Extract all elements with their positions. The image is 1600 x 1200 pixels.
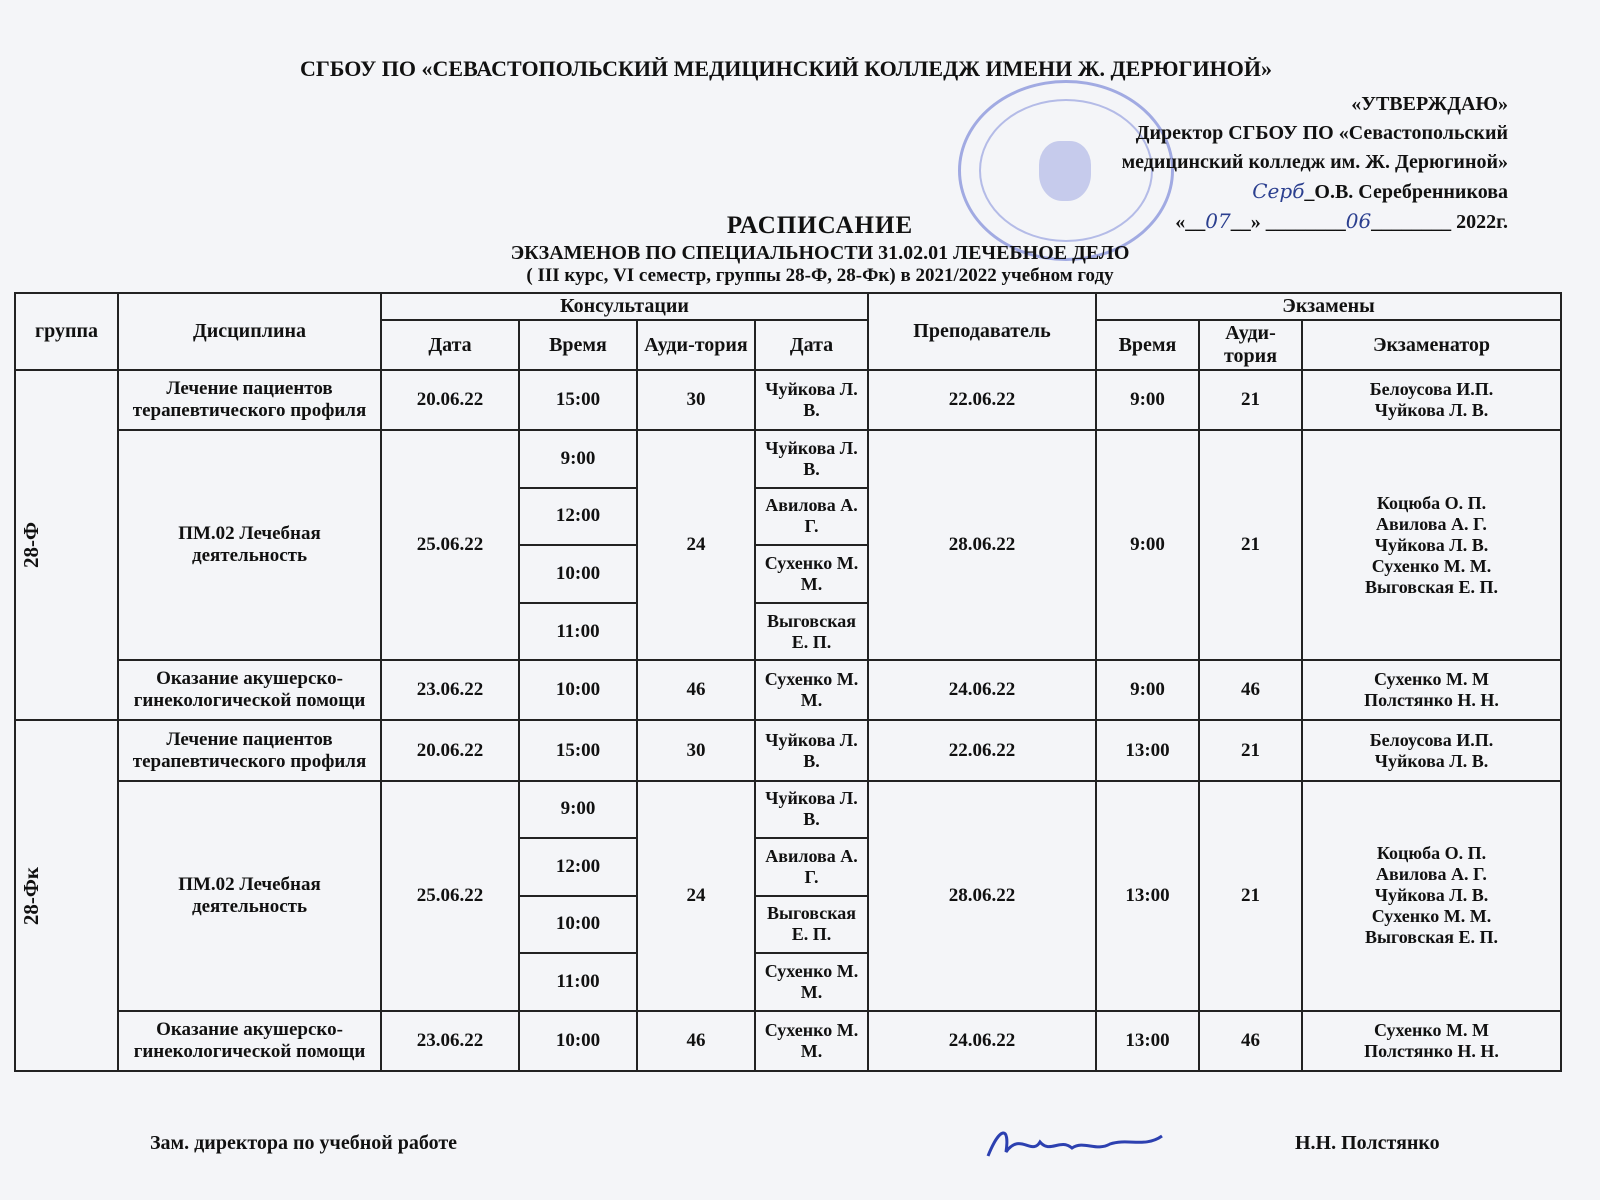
examiner-name: Белоусова И.П. (1369, 729, 1494, 750)
director-line-1: Директор СГБОУ ПО «Севастопольский (1135, 122, 1508, 144)
schedule-title (420, 212, 1220, 287)
examiner-cell (1302, 720, 1561, 780)
col-examiner: Экзаменатор (1302, 320, 1561, 370)
consult-time-cell: 9:00 (519, 781, 637, 839)
table-row (15, 781, 1561, 839)
teacher-cell: Чуйкова Л. В. (755, 430, 868, 488)
director-line-2: медицинский колледж им. Ж. Дерюгиной» (1121, 151, 1508, 173)
discipline-cell: Оказание акушерско-гинекологической помощи (118, 660, 381, 720)
group-cell (15, 720, 118, 1071)
exam-room-cell: 21 (1199, 720, 1302, 780)
teacher-cell: Выговская Е. П. (755, 896, 868, 954)
consult-time-cell: 9:00 (519, 430, 637, 488)
exam-date-cell: 28.06.22 (868, 781, 1096, 1011)
consult-time-cell: 10:00 (519, 660, 637, 720)
table-row (15, 430, 1561, 488)
consult-room-cell: 46 (637, 660, 755, 720)
examiner-name: Чуйкова Л. В. (1374, 750, 1489, 771)
examiner-name: Чуйкова Л. В. (1374, 534, 1489, 555)
consult-time-cell: 12:00 (519, 488, 637, 546)
col-consult-time: Время (519, 320, 637, 370)
examiner-name: Полстянко Н. Н. (1364, 690, 1499, 711)
discipline-cell: Лечение пациентов терапевтического профиля (118, 370, 381, 430)
consult-date-cell: 20.06.22 (381, 370, 519, 430)
consult-date-cell: 25.06.22 (381, 781, 519, 1011)
footer-position: Зам. директора по учебной работе (150, 1132, 458, 1154)
consult-date-cell: 23.06.22 (381, 660, 519, 720)
teacher-cell: Авилова А. Г. (755, 488, 868, 546)
exam-date-cell: 22.06.22 (868, 720, 1096, 780)
examiner-name: Чуйкова Л. В. (1374, 400, 1489, 421)
examiner-name: Коцюба О. П. (1376, 492, 1487, 513)
examiner-name: Выговская Е. П. (1364, 576, 1499, 597)
teacher-cell: Сухенко М. М. (755, 1011, 868, 1071)
teacher-cell: Чуйкова Л. В. (755, 781, 868, 839)
consult-time-cell: 10:00 (519, 896, 637, 954)
title-details: ( III курс, VI семестр, группы 28-Ф, 28-Фк) в 2021/2022 учебном году (526, 265, 1114, 286)
consult-time-cell: 12:00 (519, 838, 637, 896)
exam-time-cell: 9:00 (1096, 660, 1199, 720)
col-group: группа (15, 293, 118, 370)
group-cell (15, 370, 118, 720)
exam-date-cell: 28.06.22 (868, 430, 1096, 660)
col-exam-time: Время (1096, 320, 1199, 370)
table-row (15, 370, 1561, 430)
discipline-cell: Оказание акушерско-гинекологической помощи (118, 1011, 381, 1071)
director-signature: Серб (1252, 179, 1305, 203)
eagle-emblem-icon (1039, 141, 1091, 201)
exam-room-cell: 21 (1199, 430, 1302, 660)
consult-time-cell: 15:00 (519, 720, 637, 780)
examiner-cell (1302, 430, 1561, 660)
exam-room-cell: 46 (1199, 1011, 1302, 1071)
consult-date-cell: 25.06.22 (381, 430, 519, 660)
consult-time-cell: 15:00 (519, 370, 637, 430)
group-name: 28-Ф (19, 522, 43, 569)
consult-room-cell: 30 (637, 720, 755, 780)
exam-time-cell: 13:00 (1096, 1011, 1199, 1071)
col-consult-room: Ауди-тория (637, 320, 755, 370)
approval-month: 06 (1345, 209, 1372, 233)
col-consult: Консультации (381, 293, 868, 320)
consult-time-cell: 11:00 (519, 953, 637, 1011)
table-row (15, 660, 1561, 720)
teacher-cell: Выговская Е. П. (755, 603, 868, 661)
table-row (15, 1011, 1561, 1071)
exam-room-cell: 21 (1199, 781, 1302, 1011)
examiner-name: Авилова А. Г. (1376, 864, 1487, 885)
examiner-name: Полстянко Н. Н. (1364, 1040, 1499, 1061)
teacher-cell: Сухенко М. М. (755, 660, 868, 720)
discipline-cell: ПМ.02 Лечебная деятельность (118, 781, 381, 1011)
examiner-cell (1302, 660, 1561, 720)
examiner-name: Белоусова И.П. (1369, 379, 1494, 400)
examiner-name: Сухенко М. М (1373, 669, 1490, 690)
consult-room-cell: 24 (637, 781, 755, 1011)
discipline-cell: ПМ.02 Лечебная деятельность (118, 430, 381, 660)
approve-heading: «УТВЕРЖДАЮ» (1351, 93, 1508, 115)
col-teacher: Преподаватель (868, 293, 1096, 370)
title-subtitle: ЭКЗАМЕНОВ ПО СПЕЦИАЛЬНОСТИ 31.02.01 ЛЕЧЕБНОЕ ДЕЛО (510, 242, 1130, 264)
exam-room-cell: 21 (1199, 370, 1302, 430)
deputy-signature (980, 1118, 1170, 1168)
consult-time-cell: 10:00 (519, 545, 637, 603)
approval-year: 2022г. (1456, 211, 1508, 233)
schedule-table (14, 292, 1562, 1072)
examiner-cell (1302, 1011, 1561, 1071)
teacher-cell: Авилова А. Г. (755, 838, 868, 896)
table-row (15, 720, 1561, 780)
examiner-name: Сухенко М. М. (1371, 906, 1492, 927)
organization-title: СГБОУ ПО «СЕВАСТОПОЛЬСКИЙ МЕДИЦИНСКИЙ КОЛЛЕДЖ ИМЕНИ Ж. ДЕРЮГИНОЙ» (300, 56, 1272, 81)
exam-time-cell: 9:00 (1096, 370, 1199, 430)
consult-time-cell: 10:00 (519, 1011, 637, 1071)
group-name: 28-Фк (19, 866, 43, 925)
director-name: О.В. Серебренникова (1314, 181, 1508, 203)
discipline-cell: Лечение пациентов терапевтического профиля (118, 720, 381, 780)
col-discipline: Дисциплина (118, 293, 381, 370)
footer-name: Н.Н. Полстянко (1295, 1132, 1440, 1154)
teacher-cell: Сухенко М. М. (755, 545, 868, 603)
col-exam-room: Ауди-тория (1199, 320, 1302, 370)
exam-time-cell: 9:00 (1096, 430, 1199, 660)
col-consult-date: Дата (381, 320, 519, 370)
consult-room-cell: 24 (637, 430, 755, 660)
teacher-cell: Чуйкова Л. В. (755, 720, 868, 780)
col-exams: Экзамены (1096, 293, 1561, 320)
consult-room-cell: 30 (637, 370, 755, 430)
exam-date-cell: 24.06.22 (868, 660, 1096, 720)
approval-date: «__07__» ________06________ 2022г. (1175, 209, 1508, 233)
exam-room-cell: 46 (1199, 660, 1302, 720)
examiner-name: Сухенко М. М. (1371, 555, 1492, 576)
examiner-cell (1302, 370, 1561, 430)
consult-date-cell: 23.06.22 (381, 1011, 519, 1071)
examiner-cell (1302, 781, 1561, 1011)
teacher-cell: Чуйкова Л. В. (755, 370, 868, 430)
director-signature-line: Серб_О.В. Серебренникова (1252, 179, 1508, 203)
examiner-name: Сухенко М. М (1373, 1019, 1490, 1040)
exam-time-cell: 13:00 (1096, 781, 1199, 1011)
teacher-cell: Сухенко М. М. (755, 953, 868, 1011)
examiner-name: Выговская Е. П. (1364, 927, 1499, 948)
exam-date-cell: 22.06.22 (868, 370, 1096, 430)
consult-room-cell: 46 (637, 1011, 755, 1071)
exam-date-cell: 24.06.22 (868, 1011, 1096, 1071)
examiner-name: Чуйкова Л. В. (1374, 885, 1489, 906)
examiner-name: Коцюба О. П. (1376, 843, 1487, 864)
col-exam-date: Дата (755, 320, 868, 370)
consult-time-cell: 11:00 (519, 603, 637, 661)
exam-time-cell: 13:00 (1096, 720, 1199, 780)
approval-day: 07 (1205, 209, 1231, 233)
consult-date-cell: 20.06.22 (381, 720, 519, 780)
examiner-name: Авилова А. Г. (1376, 513, 1487, 534)
title-main: РАСПИСАНИЕ (726, 212, 914, 239)
